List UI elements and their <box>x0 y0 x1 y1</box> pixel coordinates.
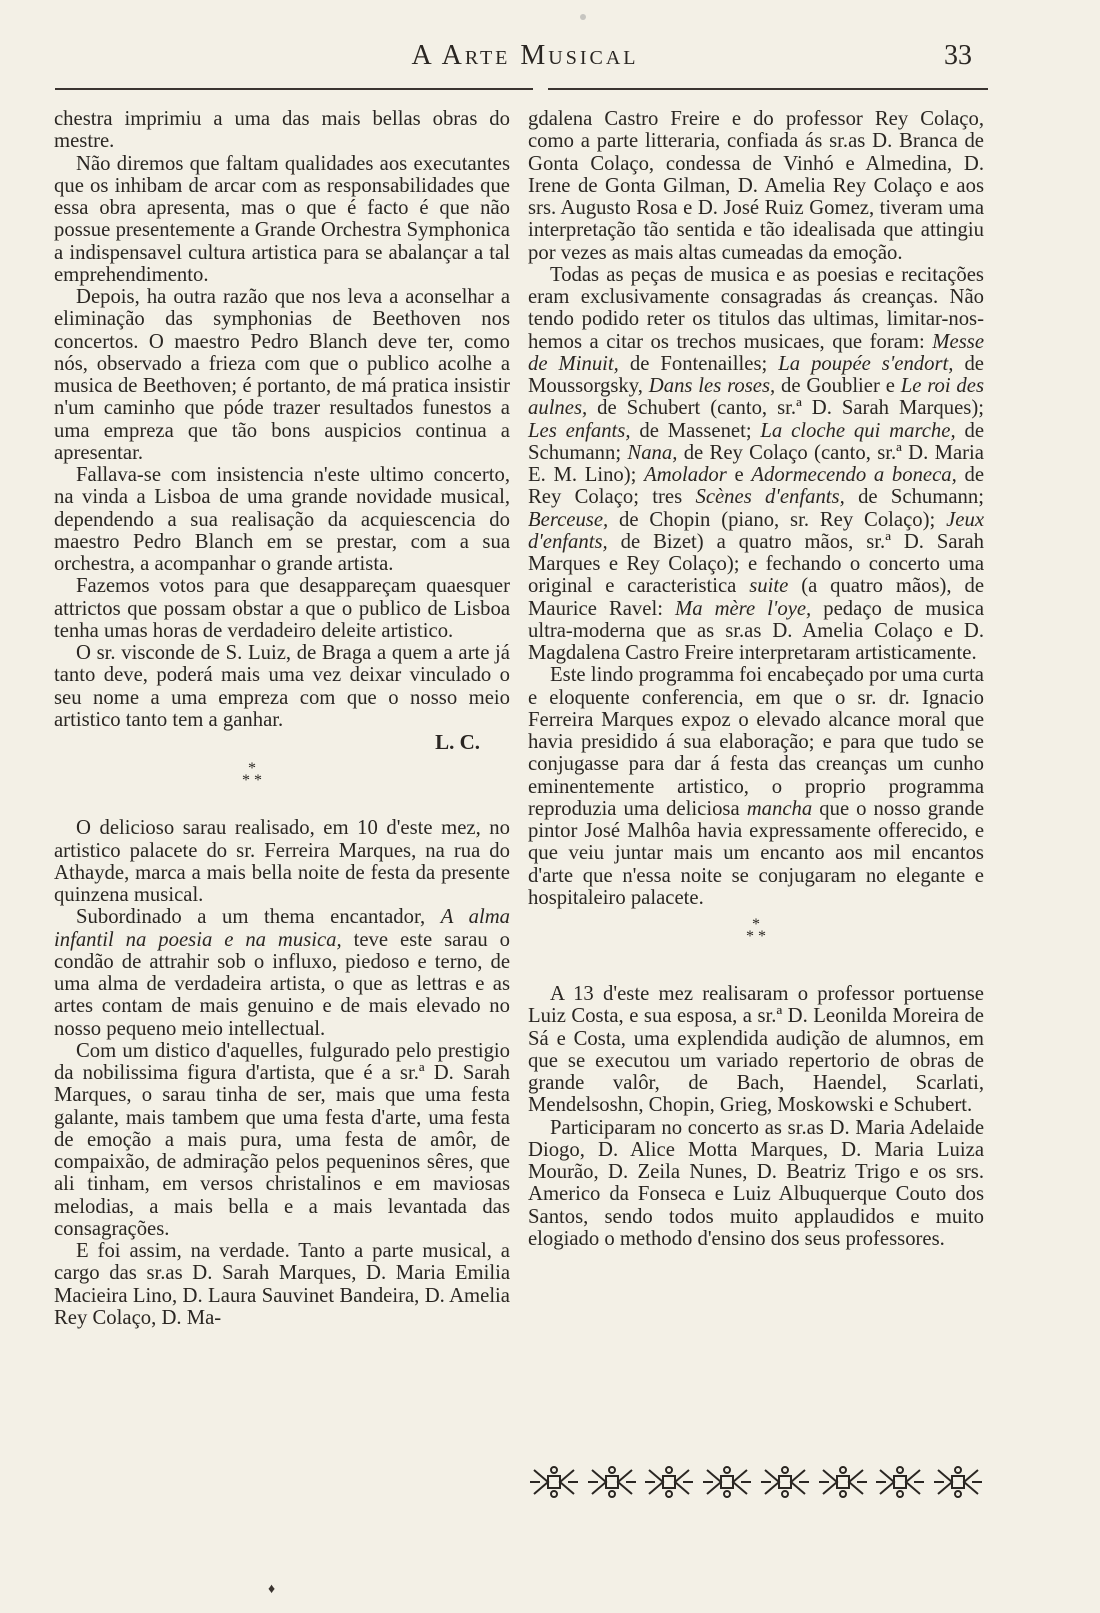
text-run: de Schumann; <box>528 419 984 464</box>
italic-title: suite <box>749 575 789 598</box>
paragraph: O delicioso sarau realisado, em 10 d'este mez, no artistico palacete do sr. Ferreira Marques, na rua do Athayde, marca a mais bella noite de festa da presente quinzena musical. <box>54 817 510 906</box>
asterism-top: * <box>752 916 760 933</box>
header-rule-right <box>548 88 988 90</box>
text-run: pedaço de musica ultra-moderna que as sr.as D. Amelia Colaço e D. Magdalena Castro Freire interpretaram artisticamente. <box>528 597 984 664</box>
text-run: de Rey Colaço (canto, sr.ª D. Maria E. M. Lino); <box>528 441 984 486</box>
text-run: Este lindo programma foi encabeçado por uma curta e eloquente conferencia, em que o sr. dr. Ignacio Ferreira Marques expoz o elevado alcance moral que havia presidido á sua elaboração; e para que tudo se conjugasse para dar á festa das creanças um cunho eminentemente artistico, o proprio programma reproduzia uma deliciosa <box>528 664 984 820</box>
section-asterism <box>528 916 984 945</box>
asterism-top: * <box>248 760 256 778</box>
fleuron-ornament-icon <box>701 1464 753 1500</box>
text-run: de Moussorgsky, <box>528 352 984 397</box>
author-signature: L. C. <box>435 730 480 754</box>
text-run: Todas as peças de musica e as poesias e recitações eram exclusivamente consagradas ás creanças. Não tendo podido reter os titulos das ultimas, limitar-nos-hemos a citar os trechos musicaes, que foram: <box>528 263 984 353</box>
asterism-bottom: * * <box>746 928 766 945</box>
ornament-band <box>528 1462 984 1502</box>
paragraph <box>528 664 984 909</box>
text-run: de Rey Colaço; tres <box>528 464 984 509</box>
italic-title: Nana, <box>627 441 678 464</box>
fleuron-ornament-icon <box>643 1464 695 1500</box>
print-mark <box>580 14 586 20</box>
section-asterism <box>54 760 510 790</box>
paragraph: Depois, ha outra razão que nos leva a aconselhar a eliminação das symphonias de Beethoven nos concertos. O maestro Pedro Blanch deve ter, como nós, observado a frieza com que o publico acolhe a musica de Beethoven; é portanto, de má pratica insistir n'um caminho que póde trazer resultados funestos a uma empreza que tão bons auspicios continua a apresentar. <box>54 286 510 464</box>
italic-title: Dans les roses, <box>648 375 776 397</box>
italic-title: A alma infantil na poesia e na musica, <box>54 906 510 951</box>
italic-title: Scènes d'enfants, <box>695 486 845 509</box>
paragraph <box>528 264 984 665</box>
fleuron-ornament-icon <box>759 1464 811 1500</box>
paragraph: gdalena Castro Freire e do professor Rey Colaço, como a parte litteraria, confiada ás sr.as D. Branca de Gonta Colaço, condessa de Vinhó e Almedina, D. Irene de Gonta Gilman, D. Amelia Rey Colaço e aos srs. Augusto Rosa e D. José Ruiz Gomez, tiveram uma interpretação tão sentida e tão idealisada que attingiu por vezes as mais altas cumeadas da emoção. <box>528 108 984 264</box>
printer-mark-icon: ♦ <box>268 1582 276 1597</box>
italic-title: La cloche qui marche, <box>760 419 956 442</box>
italic-title: Amolador <box>644 464 727 486</box>
text-run: de Chopin (piano, sr. Rey Colaço); <box>608 508 947 531</box>
fleuron-ornament-icon <box>817 1464 869 1500</box>
fleuron-ornament-icon <box>528 1464 580 1500</box>
paragraph: Fazemos votos para que desappareçam quaesquer attrictos que possam obstar a que o publico de Lisboa tenha umas horas de verdadeiro deleite artistico. <box>54 575 510 642</box>
fleuron-ornament-icon <box>932 1464 984 1500</box>
text-run: de Bizet) a quatro mãos, sr.ª D. Sarah Marques e Rey Colaço); e fechando o concerto uma original e caracteristica <box>528 530 984 598</box>
left-column <box>54 108 510 1329</box>
italic-title: Ma mère l'oye, <box>674 597 812 620</box>
fleuron-ornament-icon <box>874 1464 926 1500</box>
paragraph: A 13 d'este mez realisaram o professor portuense Luiz Costa, e sua esposa, a sr.ª D. Leonilda Moreira de Sá e Costa, uma explendida audição de alumnos, em que se executou um variado repertorio de obras de grande valôr, de Bach, Haendel, Scarlati, Mendelsoshn, Chopin, Grieg, Moskowski e Schubert. <box>528 983 984 1117</box>
text-run: de Goublier e <box>775 375 901 397</box>
paragraph: O sr. visconde de S. Luiz, de Braga a quem a arte já tanto deve, poderá mais uma vez deixar vinculado o seu nome a uma empreza com que o nosso meio artistico tanto tem a ganhar. <box>54 642 510 731</box>
text-run: e <box>726 464 752 486</box>
text-run: de Schumann; <box>844 486 984 509</box>
text-run: que o nosso grande pintor José Malhôa havia expressamente offerecido, e que veiu juntar mais um encanto aos mil encantos d'arte que n'essa noite se conjugaram no elegante e hospitaleiro palacete. <box>528 797 985 909</box>
page-number: 33 <box>944 40 972 71</box>
header-rule-left <box>55 88 533 90</box>
paragraph: Fallava-se com insistencia n'este ultimo concerto, na vinda a Lisboa de uma grande novidade musical, dependendo a sua realisação da acquiescencia do maestro Pedro Blanch em se prestar, com a sua orchestra, a acompanhar o grande artista. <box>54 464 510 575</box>
paragraph: Com um distico d'aquelles, fulgurado pelo prestigio da nobilissima figura d'artista, que é a sr.ª D. Sarah Marques, o sarau tinha de ser, mais que uma festa galante, mais tambem que uma festa d'arte, uma festa de emoção a mais pura, uma festa de amôr, de compaixão, de admiração pelos pequeninos sêres, que ali tinham, em versos christalinos e em maviosas melodias, a mais bella e a mais levantada das consagrações. <box>54 1039 510 1240</box>
paragraph: chestra imprimiu a uma das mais bellas obras do mestre. <box>54 108 510 153</box>
italic-title: Adormecendo a boneca, <box>751 464 957 486</box>
italic-title: Berceuse, <box>528 508 609 531</box>
italic-title: mancha <box>746 797 813 820</box>
asterism-bottom: * * <box>242 772 262 790</box>
text-run: de Schubert (canto, sr.ª D. Sarah Marques); <box>587 397 984 420</box>
italic-title: Jeux d'enfants, <box>528 508 984 553</box>
italic-title: La poupée s'endort, <box>778 352 954 375</box>
text-run: Subordinado a um thema encantador, <box>76 906 441 929</box>
italic-title: Le roi des aulnes, <box>528 375 985 420</box>
text-run: (a quatro mãos), de Maurice Ravel: <box>528 575 984 620</box>
fleuron-ornament-icon <box>586 1464 638 1500</box>
paragraph: Não diremos que faltam qualidades aos executantes que os inhibam de arcar com as responsabilidades que essa obra apresenta, mas o que é facto é que não possue presentemente a Grande Orchestra Symphonica a indispensavel cultura artistica para se abalançar a tal emprehendimento. <box>54 152 510 286</box>
italic-title: Les enfants, <box>528 419 631 442</box>
italic-title: Messe de Minuit, <box>528 330 984 375</box>
text-run: de Fontenailles; <box>618 352 779 375</box>
paragraph <box>54 906 510 1040</box>
text-run: teve este sarau o condão de attrahir sob o influxo, piedoso e terno, de uma alma de verdadeira artista, o que as lettras e as artes contam de mais genuino e de mais elevado no nosso pequeno meio intellectual. <box>54 928 510 1040</box>
paragraph: Participaram no concerto as sr.as D. Maria Adelaide Diogo, D. Alice Motta Marques, D. Maria Luiza Mourão, D. Zeila Nunes, D. Beatriz Trigo e os srs. Americo da Fonseca e Luiz Albuquerque Couto dos Santos, sendo todos muito applaudidos e muito elogiado o methodo d'ensino dos seus professores. <box>528 1116 984 1250</box>
page-header <box>60 38 990 78</box>
paragraph: E foi assim, na verdade. Tanto a parte musical, a cargo das sr.as D. Sarah Marques, D. Maria Emilia Macieira Lino, D. Laura Sauvinet Bandeira, D. Amelia Rey Colaço, D. Ma- <box>54 1240 510 1329</box>
running-title: A Arte Musical <box>411 40 639 71</box>
text-run: de Massenet; <box>630 419 761 442</box>
right-column <box>528 108 984 1250</box>
